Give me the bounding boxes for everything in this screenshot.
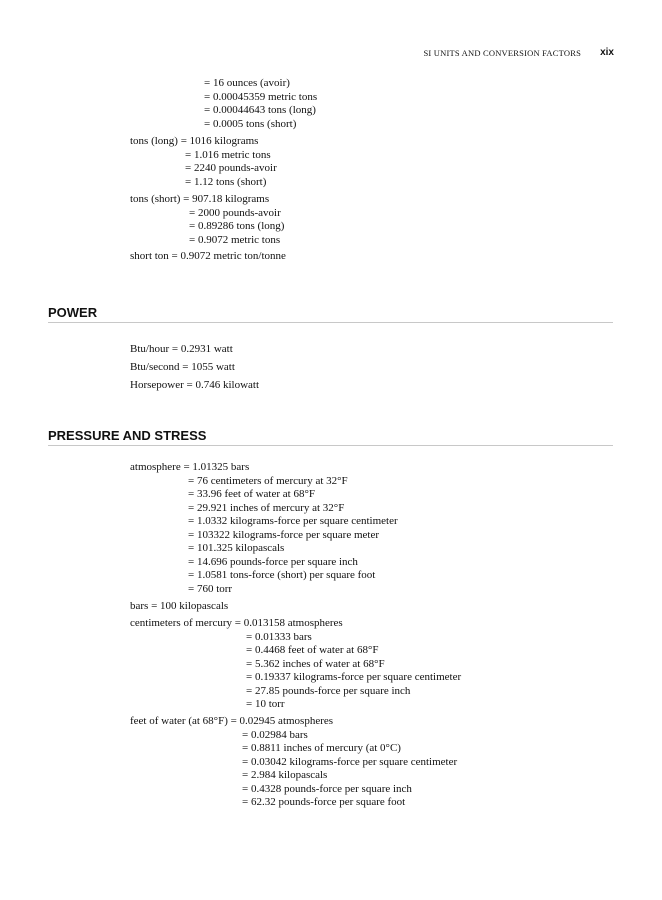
page-number: xix [600, 47, 614, 58]
section-heading-pressure: PRESSURE AND STRESS [48, 428, 613, 446]
tons-short-entry [130, 193, 284, 247]
conversion-line: = 14.696 pounds-force per square inch [188, 555, 358, 568]
conversion-line: tons (long) = 1016 kilograms [130, 135, 259, 147]
conversion-line: = 0.19337 kilograms-force per square centimeter [246, 671, 462, 683]
conversion-line: = 1.0332 kilograms-force per square centimeter [188, 515, 398, 527]
conversion-line: = 0.0005 tons (short) [204, 117, 297, 130]
conversion-line: = 10 torr [246, 698, 285, 710]
conversion-line: = 16 ounces (avoir) [204, 77, 290, 89]
conversion-line: feet of water (at 68°F) = 0.02945 atmospheres [130, 715, 334, 727]
conversion-line: Btu/second = 1055 watt [130, 361, 235, 373]
conversion-line: = 0.4328 pounds-force per square inch [242, 782, 412, 795]
conversion-line: = 0.9072 metric tons [189, 233, 281, 246]
conversion-line: = 33.96 feet of water at 68°F [188, 488, 315, 500]
section-heading-power: POWER [48, 305, 613, 323]
conversion-line: = 2.984 kilopascals [242, 769, 328, 781]
conversion-line: = 0.02984 bars [242, 728, 308, 741]
pounds-avoir-continuation [204, 77, 317, 131]
conversion-line: centimeters of mercury = 0.013158 atmospheres [130, 617, 343, 629]
conversion-line: = 0.4468 feet of water at 68°F [246, 644, 379, 656]
atmosphere-entry [130, 461, 398, 596]
conversion-line: Btu/hour = 0.2931 watt [130, 343, 233, 355]
conversion-line: = 5.362 inches of water at 68°F [246, 657, 385, 670]
power-entries [130, 340, 259, 394]
conversion-line: tons (short) = 907.18 kilograms [130, 193, 270, 205]
conversion-line: = 760 torr [188, 582, 233, 595]
conversion-line: = 101.325 kilopascals [188, 542, 285, 554]
conversion-line: = 1.016 metric tons [185, 148, 271, 161]
conversion-line: short ton = 0.9072 metric ton/tonne [130, 250, 286, 262]
header-title: SI UNITS AND CONVERSION FACTORS [423, 48, 581, 58]
conversion-line: = 0.8811 inches of mercury (at 0°C) [242, 742, 401, 754]
tons-long-entry [130, 135, 277, 189]
feet-water-entry [130, 715, 457, 810]
conversion-line: Horsepower = 0.746 kilowatt [130, 379, 260, 391]
conversion-line: = 0.01333 bars [246, 630, 312, 643]
conversion-line: = 0.03042 kilograms-force per square centimeter [242, 755, 458, 768]
conversion-line: = 76 centimeters of mercury at 32°F [188, 474, 348, 487]
conversion-line: = 29.921 inches of mercury at 32°F [188, 501, 345, 514]
conversion-line: = 27.85 pounds-force per square inch [246, 684, 411, 697]
conversion-line: bars = 100 kilopascals [130, 600, 229, 612]
conversion-line: = 1.12 tons (short) [185, 175, 267, 188]
conversion-line: = 0.00045359 metric tons [204, 90, 318, 103]
conversion-line: = 0.89286 tons (long) [189, 220, 285, 232]
conversion-line: = 2240 pounds-avoir [185, 162, 277, 174]
conversion-line: atmosphere = 1.01325 bars [130, 461, 250, 473]
conversion-line: = 2000 pounds-avoir [189, 206, 281, 219]
conversion-line: = 103322 kilograms-force per square meter [188, 528, 379, 541]
bars-entry [130, 600, 228, 614]
conversion-line: = 1.0581 tons-force (short) per square foot [188, 569, 376, 581]
cm-mercury-entry [130, 617, 461, 712]
conversion-line: = 62.32 pounds-force per square foot [242, 796, 406, 808]
short-ton-entry [130, 250, 286, 264]
conversion-line: = 0.00044643 tons (long) [204, 104, 316, 116]
